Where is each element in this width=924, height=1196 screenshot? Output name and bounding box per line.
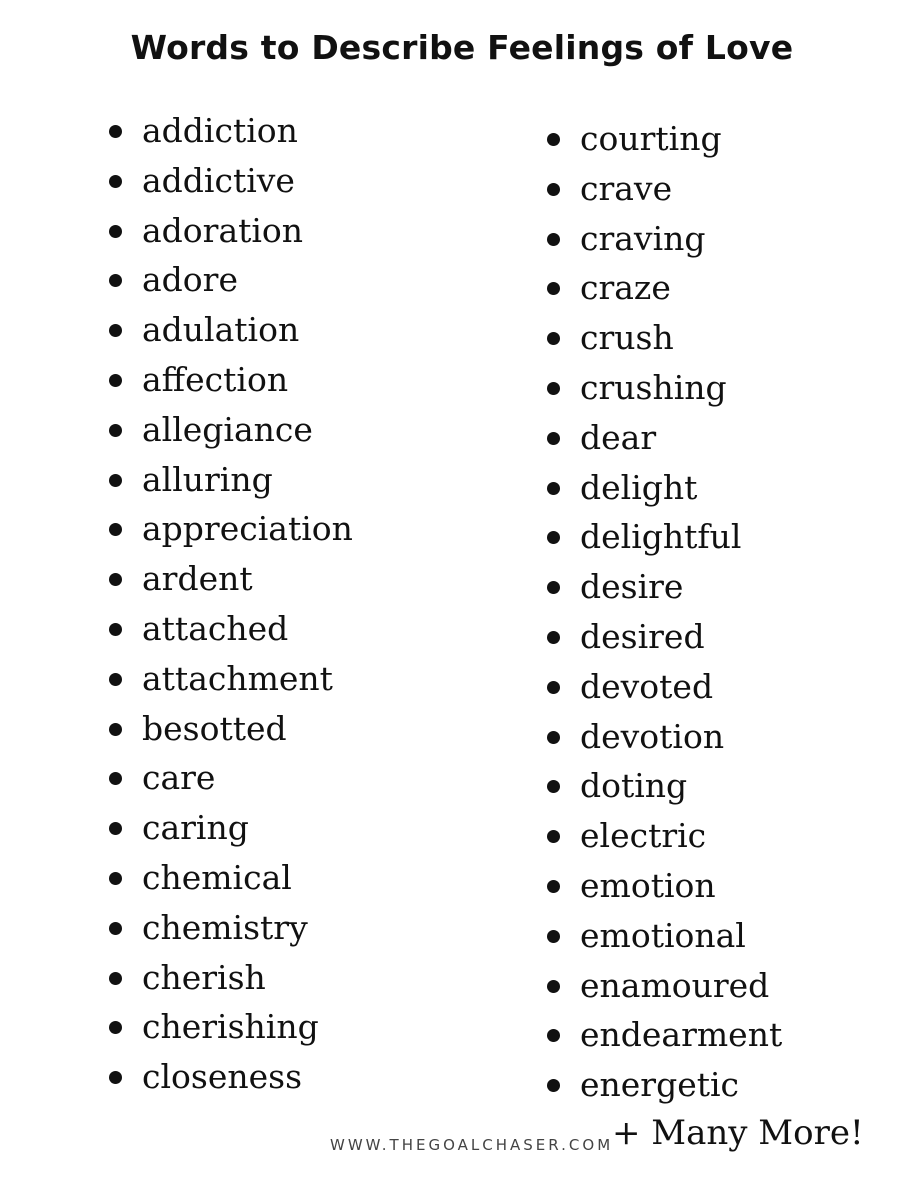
list-item bbox=[106, 953, 353, 1003]
list-item bbox=[544, 214, 782, 264]
bullet-icon bbox=[547, 233, 560, 246]
list-item bbox=[544, 761, 782, 811]
list-item bbox=[106, 704, 353, 754]
bullet-icon bbox=[547, 880, 560, 893]
word-text: crush bbox=[580, 318, 674, 358]
word-text: cherishing bbox=[142, 1007, 319, 1047]
bullet-icon bbox=[547, 930, 560, 943]
list-item bbox=[106, 106, 353, 156]
bullet-icon bbox=[109, 324, 122, 337]
word-text: dear bbox=[580, 417, 657, 457]
bullet-icon bbox=[547, 332, 560, 345]
bullet-icon bbox=[109, 474, 122, 487]
word-text: ardent bbox=[142, 559, 253, 599]
bullet-icon bbox=[109, 822, 122, 835]
bullet-icon bbox=[109, 772, 122, 785]
list-item bbox=[106, 255, 353, 305]
word-text: crushing bbox=[580, 367, 727, 407]
word-text: craze bbox=[580, 268, 671, 308]
bullet-icon bbox=[109, 972, 122, 985]
list-item bbox=[544, 562, 782, 612]
bullet-icon bbox=[547, 1079, 560, 1092]
bullet-icon bbox=[547, 282, 560, 295]
list-item bbox=[544, 861, 782, 911]
bullet-icon bbox=[547, 631, 560, 644]
bullet-icon bbox=[547, 482, 560, 495]
bullet-icon bbox=[109, 374, 122, 387]
bullet-icon bbox=[109, 723, 122, 736]
list-item bbox=[544, 662, 782, 712]
list-item bbox=[106, 206, 353, 256]
word-text: adore bbox=[142, 260, 238, 300]
bullet-icon bbox=[547, 133, 560, 146]
list-item bbox=[106, 305, 353, 355]
word-text: caring bbox=[142, 808, 249, 848]
word-text: emotion bbox=[580, 865, 716, 905]
list-item bbox=[106, 554, 353, 604]
bullet-icon bbox=[547, 531, 560, 544]
bullet-icon bbox=[547, 780, 560, 793]
bullet-icon bbox=[547, 382, 560, 395]
list-item bbox=[106, 803, 353, 853]
bullet-icon bbox=[547, 980, 560, 993]
word-text: crave bbox=[580, 168, 673, 208]
word-list-right bbox=[544, 114, 782, 1110]
word-text: chemical bbox=[142, 857, 292, 897]
list-item bbox=[106, 156, 353, 206]
bullet-icon bbox=[547, 432, 560, 445]
bullet-icon bbox=[547, 1029, 560, 1042]
word-text: appreciation bbox=[142, 509, 353, 549]
word-text: alluring bbox=[142, 459, 273, 499]
list-item bbox=[544, 811, 782, 861]
word-text: adoration bbox=[142, 210, 304, 250]
bullet-icon bbox=[547, 581, 560, 594]
list-item bbox=[106, 455, 353, 505]
list-item bbox=[106, 405, 353, 455]
list-item bbox=[106, 654, 353, 704]
word-text: delight bbox=[580, 467, 698, 507]
word-text: care bbox=[142, 758, 216, 798]
word-text: endearment bbox=[580, 1015, 783, 1055]
word-text: affection bbox=[142, 359, 289, 399]
list-item bbox=[544, 463, 782, 513]
list-item bbox=[544, 1010, 782, 1060]
bullet-icon bbox=[547, 731, 560, 744]
word-text: craving bbox=[580, 218, 706, 258]
bullet-icon bbox=[109, 274, 122, 287]
word-text: attachment bbox=[142, 658, 333, 698]
list-item bbox=[106, 853, 353, 903]
word-text: chemistry bbox=[142, 907, 308, 947]
list-item bbox=[544, 961, 782, 1011]
bullet-icon bbox=[109, 872, 122, 885]
list-item bbox=[106, 1002, 353, 1052]
word-text: allegiance bbox=[142, 409, 313, 449]
list-item bbox=[544, 164, 782, 214]
list-item bbox=[544, 413, 782, 463]
word-list-left bbox=[106, 106, 353, 1102]
word-text: cherish bbox=[142, 957, 266, 997]
word-text: emotional bbox=[580, 915, 746, 955]
list-item bbox=[544, 911, 782, 961]
bullet-icon bbox=[109, 225, 122, 238]
word-text: enamoured bbox=[580, 965, 770, 1005]
list-item bbox=[544, 114, 782, 164]
bullet-icon bbox=[109, 922, 122, 935]
word-text: doting bbox=[580, 766, 688, 806]
bullet-icon bbox=[547, 830, 560, 843]
bullet-icon bbox=[547, 681, 560, 694]
bullet-icon bbox=[109, 673, 122, 686]
list-item bbox=[544, 263, 782, 313]
bullet-icon bbox=[109, 623, 122, 636]
word-text: adulation bbox=[142, 310, 300, 350]
list-item bbox=[106, 753, 353, 803]
bullet-icon bbox=[109, 523, 122, 536]
word-text: devotion bbox=[580, 716, 725, 756]
list-item bbox=[544, 1060, 782, 1110]
bullet-icon bbox=[109, 1071, 122, 1084]
bullet-icon bbox=[109, 424, 122, 437]
list-item bbox=[106, 604, 353, 654]
bullet-icon bbox=[547, 183, 560, 196]
word-text: addiction bbox=[142, 111, 298, 150]
word-text: attached bbox=[142, 608, 289, 648]
word-text: besotted bbox=[142, 708, 287, 748]
word-text: desire bbox=[580, 567, 684, 607]
list-item bbox=[544, 612, 782, 662]
list-item bbox=[544, 712, 782, 762]
list-item bbox=[106, 504, 353, 554]
bullet-icon bbox=[109, 125, 122, 138]
word-text: closeness bbox=[142, 1057, 303, 1097]
bullet-icon bbox=[109, 573, 122, 586]
website-url: WWW.THEGOALCHASER.COM bbox=[330, 1136, 614, 1154]
word-text: addictive bbox=[142, 160, 295, 200]
list-item bbox=[106, 903, 353, 953]
list-item bbox=[106, 1052, 353, 1102]
many-more-label: + Many More! bbox=[612, 1113, 864, 1153]
word-text: devoted bbox=[580, 666, 714, 706]
word-text: delightful bbox=[580, 517, 742, 557]
word-text: electric bbox=[580, 816, 707, 856]
list-item bbox=[106, 355, 353, 405]
word-text: courting bbox=[580, 119, 722, 158]
list-item bbox=[544, 363, 782, 413]
word-text: desired bbox=[580, 616, 705, 656]
page-title: Words to Describe Feelings of Love bbox=[130, 28, 794, 67]
bullet-icon bbox=[109, 1021, 122, 1034]
list-item bbox=[544, 313, 782, 363]
bullet-icon bbox=[109, 175, 122, 188]
word-text: energetic bbox=[580, 1065, 740, 1105]
list-item bbox=[544, 512, 782, 562]
